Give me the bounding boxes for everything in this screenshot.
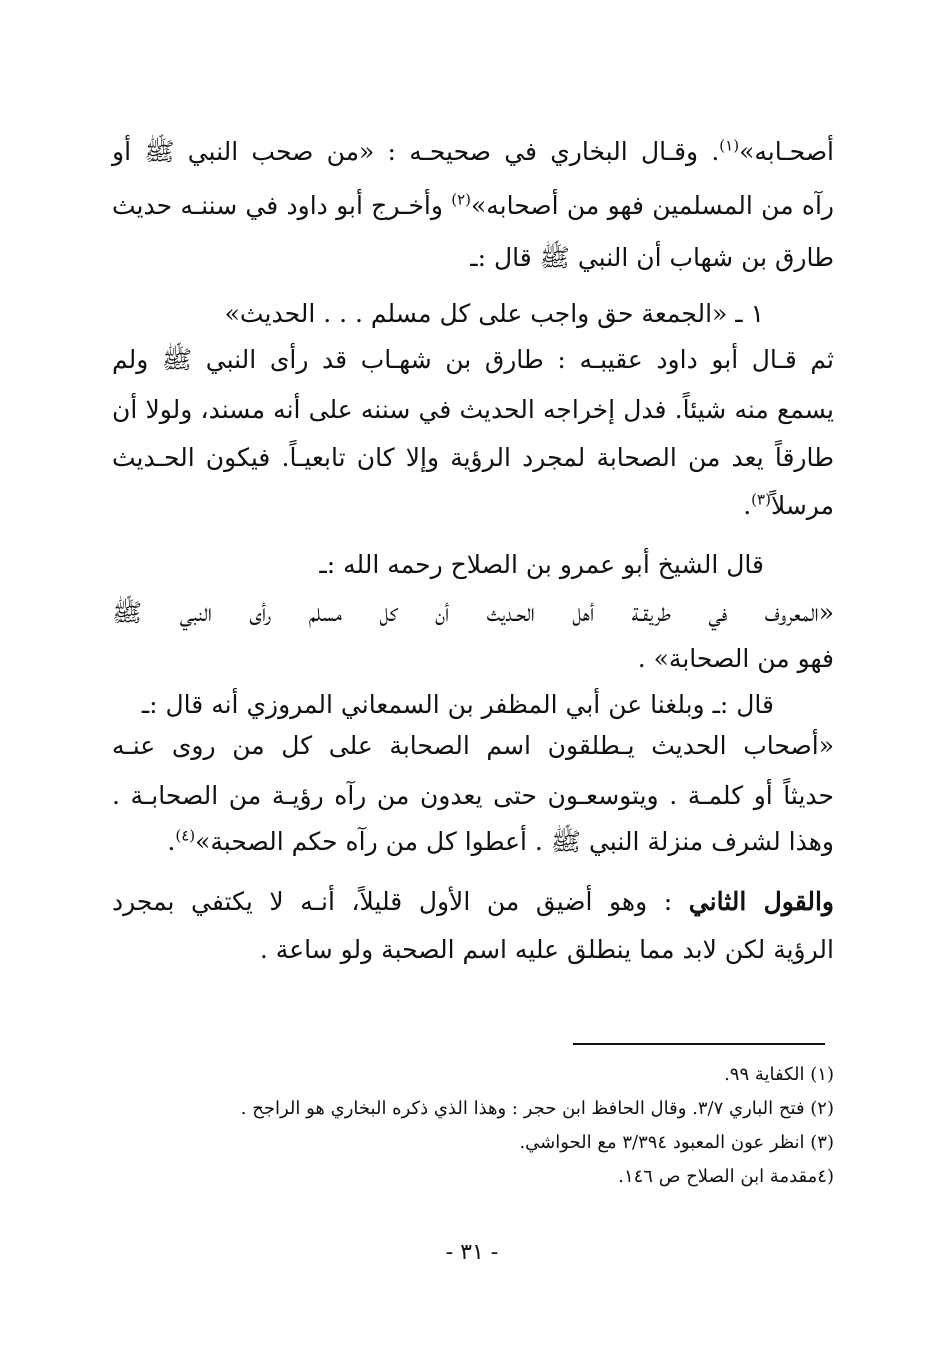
body-line-9-text: قال الشيخ أبو عمرو بن الصلاح رحمه الله :ـ [319, 550, 764, 579]
footnote-marker-1: (١) [719, 136, 740, 155]
body-line-2-tail: وأخـرج أبو داود في سننـه حديث [112, 191, 452, 220]
footnote-3: (٣) انظر عون المعبود ٣/٣٩٤ مع الحواشي. [519, 1132, 834, 1153]
footnote-marker-4: (٤) [175, 826, 196, 845]
footnote-4: (٤مقدمة ابن الصلاح ص ١٤٦. [618, 1166, 834, 1187]
body-line-16-text: : وهو أضيق من الأول قليلاً، أنـه لا يكتفي بمجرد [112, 887, 673, 916]
body-line-17 [112, 930, 834, 970]
page-number: - ٣١ - [445, 1240, 499, 1265]
body-line-1-text: أصحـابه» [739, 137, 834, 166]
quote-line-5-tail: . [167, 827, 176, 856]
quote-line-1-text: «المعروف في طريقـة أهل الحـديث أن كل مسلم رأى النبي ﷺ [112, 598, 834, 627]
body-line-8-tail: . [743, 491, 752, 520]
body-line-1 [112, 132, 834, 172]
body-line-12-text: قال :ـ وبلغنا عن أبي المظفر بن السمعاني المروزي أنه قال :ـ [141, 690, 774, 719]
footnote-separator [573, 1043, 825, 1045]
footnote-marker-2: (٢) [451, 190, 471, 209]
body-line-5 [112, 340, 834, 380]
body-line-7 [112, 438, 834, 478]
body-line-2-text: رآه من المسلمين فهو من أصحابه» [470, 191, 834, 220]
body-line-6 [112, 390, 834, 430]
quote-line-4-text: حديثاً أو كلمـة . ويتوسعـون حتى يعدون من رآه رؤيـة من الصحابـة . [112, 781, 834, 810]
quote-line-3-text: «أصحاب الحديث يـطلقون اسم الصحابة على كل من روى عنـه [112, 731, 834, 760]
footnote-1: (١) الكفاية ٩٩. [724, 1064, 834, 1085]
second-opinion-heading: والقول الثاني [688, 887, 835, 916]
body-line-7-text: طارقاً يعد من الصحابة لمجرد الرؤية وإلا كان تابعيـاً. فيكون الحـديث [112, 443, 834, 472]
footnote-marker-3: (٣) [751, 490, 771, 509]
hadith-text: ١ ـ «الجمعة حق واجب على كل مسلم . . . الحديث» [224, 299, 764, 328]
body-line-1-tail: . وقـال البخاري في صحيحـه : «من صحب النبي ﷺ أو [112, 137, 720, 166]
quote-line-3 [112, 726, 834, 766]
quote-line-5 [112, 822, 834, 862]
body-line-17-text: الرؤية لكن لابد مما ينطلق عليه اسم الصحبة ولو ساعة . [259, 935, 834, 964]
body-line-5-text: ثم قـال أبو داود عقيبـه : طارق بن شهـاب قد رأى النبي ﷺ ولم [112, 345, 834, 374]
quote-line-2 [112, 639, 834, 679]
body-line-6-text: يسمع منه شيئاً. فدل إخراجه الحديث في سننه على أنه مسند، ولولا أن [112, 395, 834, 424]
quote-line-1 [112, 593, 834, 633]
hadith-line [112, 294, 764, 334]
quote-line-4 [112, 776, 834, 816]
body-line-16 [112, 882, 834, 922]
body-line-8 [112, 486, 834, 526]
body-line-8-text: مرسلاً [770, 491, 834, 520]
quote-line-5-text: وهذا لشرف منزلة النبي ﷺ . أعطوا كل من رآه حكم الصحبة» [195, 827, 834, 856]
body-line-3 [112, 238, 834, 278]
body-line-9 [112, 545, 764, 585]
footnote-2: (٢) فتح الباري ٣/٧. وقال الحافظ ابن حجر : وهذا الذي ذكره البخاري هو الراجح . [240, 1098, 834, 1119]
quote-line-2-text: فهو من الصحابة» . [637, 644, 834, 673]
body-line-12 [112, 685, 774, 725]
body-line-2 [112, 186, 834, 226]
body-line-3-text: طارق بن شهاب أن النبي ﷺ قال :ـ [470, 243, 834, 272]
